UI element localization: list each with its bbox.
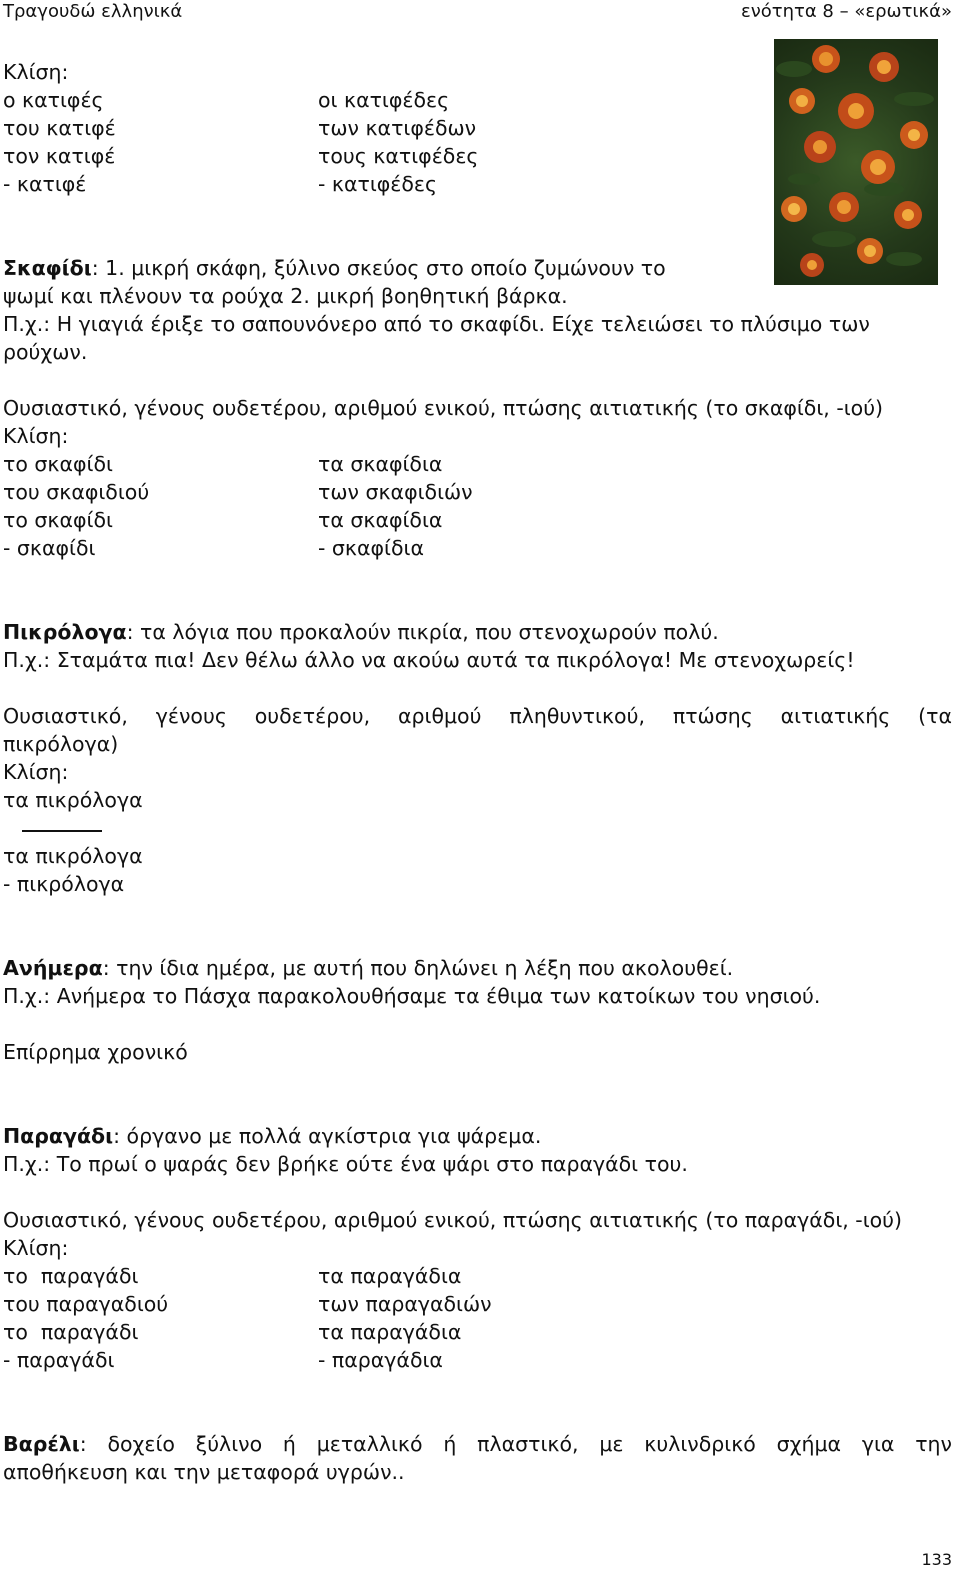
skafidi-def-line2: ψωμί και πλένουν τα ρούχα 2. μικρή βοηθητική βάρκα.	[3, 284, 568, 308]
pikrologa-klisi-label: Κλίση:	[3, 760, 69, 784]
header-title: Τραγουδώ ελληνικά	[3, 1, 183, 22]
skafidi-grammar: Ουσιαστικό, γένους ουδετέρου, αριθμού ενικού, πτώσης αιτιατικής (το σκαφίδι, -ιού)	[3, 396, 884, 420]
katifes-singular-gen: του κατιφέ	[3, 116, 116, 140]
missing-genitive-dash	[22, 830, 102, 832]
paragadi-singular-acc: το παραγάδι	[3, 1320, 139, 1344]
skafidi-singular-gen: του σκαφιδιού	[3, 480, 150, 504]
animera-grammar: Επίρρημα χρονικό	[3, 1040, 188, 1064]
paragadi-term: Παραγάδι	[3, 1124, 114, 1148]
skafidi-klisi-label: Κλίση:	[3, 424, 69, 448]
header-section: ενότητα 8 – «ερωτικά»	[740, 1, 952, 22]
animera-definition	[3, 954, 733, 982]
paragadi-definition	[3, 1122, 541, 1150]
katifes-singular-nom: ο κατιφές	[3, 88, 104, 112]
katifes-klisi-label: Κλίση:	[3, 60, 69, 84]
paragadi-plural-acc: τα παραγάδια	[318, 1320, 462, 1344]
page-number: 133	[921, 1550, 952, 1569]
paragadi-plural-nom: τα παραγάδια	[318, 1264, 462, 1288]
skafidi-singular-acc: το σκαφίδι	[3, 508, 113, 532]
skafidi-def-line1: : 1. μικρή σκάφη, ξύλινο σκεύος στο οποίο ζυμώνουν το	[91, 256, 666, 280]
paragadi-example: Π.χ.: Το πρωί ο ψαράς δεν βρήκε ούτε ένα ψάρι στο παραγάδι του.	[3, 1152, 688, 1176]
paragadi-plural-gen: των παραγαδιών	[318, 1292, 492, 1316]
skafidi-plural-gen: των σκαφιδιών	[318, 480, 473, 504]
paragadi-def: : όργανο με πολλά αγκίστρια για ψάρεμα.	[113, 1124, 542, 1148]
pikrologa-definition	[3, 618, 719, 646]
katifes-singular-voc: - κατιφέ	[3, 172, 87, 196]
skafidi-definition	[3, 254, 666, 282]
paragadi-singular-voc: - παραγάδι	[3, 1348, 115, 1372]
paragadi-singular-gen: του παραγαδιού	[3, 1292, 169, 1316]
skafidi-example-line2: ρούχων.	[3, 340, 88, 364]
skafidi-plural-acc: τα σκαφίδια	[318, 508, 443, 532]
pikrologa-def: : τα λόγια που προκαλούν πικρία, που στενοχωρούν πολύ.	[126, 620, 719, 644]
katifes-plural-gen: των κατιφέδων	[318, 116, 477, 140]
animera-def: : την ίδια ημέρα, με αυτή που δηλώνει η λέξη που ακολουθεί.	[102, 956, 734, 980]
katifes-plural-acc: τους κατιφέδες	[318, 144, 479, 168]
skafidi-example-line1: Π.χ.: Η γιαγιά έριξε το σαπουνόνερο από το σκαφίδι. Είχε τελειώσει το πλύσιμο των	[3, 312, 870, 336]
pikrologa-form-nom: τα πικρόλογα	[3, 788, 143, 812]
skafidi-singular-voc: - σκαφίδι	[3, 536, 96, 560]
vareli-def-line2: αποθήκευση και την μεταφορά υγρών..	[3, 1460, 405, 1484]
vareli-term: Βαρέλι	[3, 1432, 80, 1456]
katifes-plural-nom: οι κατιφέδες	[318, 88, 450, 112]
pikrologa-term: Πικρόλογα	[3, 620, 127, 644]
vareli-definition	[3, 1430, 952, 1458]
paragadi-singular-nom: το παραγάδι	[3, 1264, 139, 1288]
pikrologa-form-voc: - πικρόλογα	[3, 872, 125, 896]
pikrologa-grammar-line1: Ουσιαστικό, γένους ουδετέρου, αριθμού πληθυντικού, πτώσης αιτιατικής (τα	[3, 704, 952, 728]
pikrologa-grammar-line2: πικρόλογα)	[3, 732, 119, 756]
pikrologa-example: Π.χ.: Σταμάτα πια! Δεν θέλω άλλο να ακούω αυτά τα πικρόλογα! Με στενοχωρείς!	[3, 648, 855, 672]
paragadi-grammar: Ουσιαστικό, γένους ουδετέρου, αριθμού ενικού, πτώσης αιτιατικής (το παραγάδι, -ιού)	[3, 1208, 903, 1232]
pikrologa-form-acc: τα πικρόλογα	[3, 844, 143, 868]
katifes-singular-acc: τον κατιφέ	[3, 144, 116, 168]
paragadi-plural-voc: - παραγάδια	[318, 1348, 443, 1372]
animera-term: Ανήμερα	[3, 956, 103, 980]
marigold-flowers-image	[774, 39, 938, 285]
skafidi-plural-voc: - σκαφίδια	[318, 536, 424, 560]
katifes-plural-voc: - κατιφέδες	[318, 172, 438, 196]
skafidi-term: Σκαφίδι	[3, 256, 92, 280]
paragadi-klisi-label: Κλίση:	[3, 1236, 69, 1260]
vareli-def-line1: : δοχείο ξύλινο ή μεταλλικό ή πλαστικό, με κυλινδρικό σχήμα για την	[79, 1432, 952, 1456]
marigold-photo	[774, 39, 938, 285]
skafidi-singular-nom: το σκαφίδι	[3, 452, 113, 476]
animera-example: Π.χ.: Ανήμερα το Πάσχα παρακολουθήσαμε τα έθιμα των κατοίκων του νησιού.	[3, 984, 821, 1008]
skafidi-plural-nom: τα σκαφίδια	[318, 452, 443, 476]
